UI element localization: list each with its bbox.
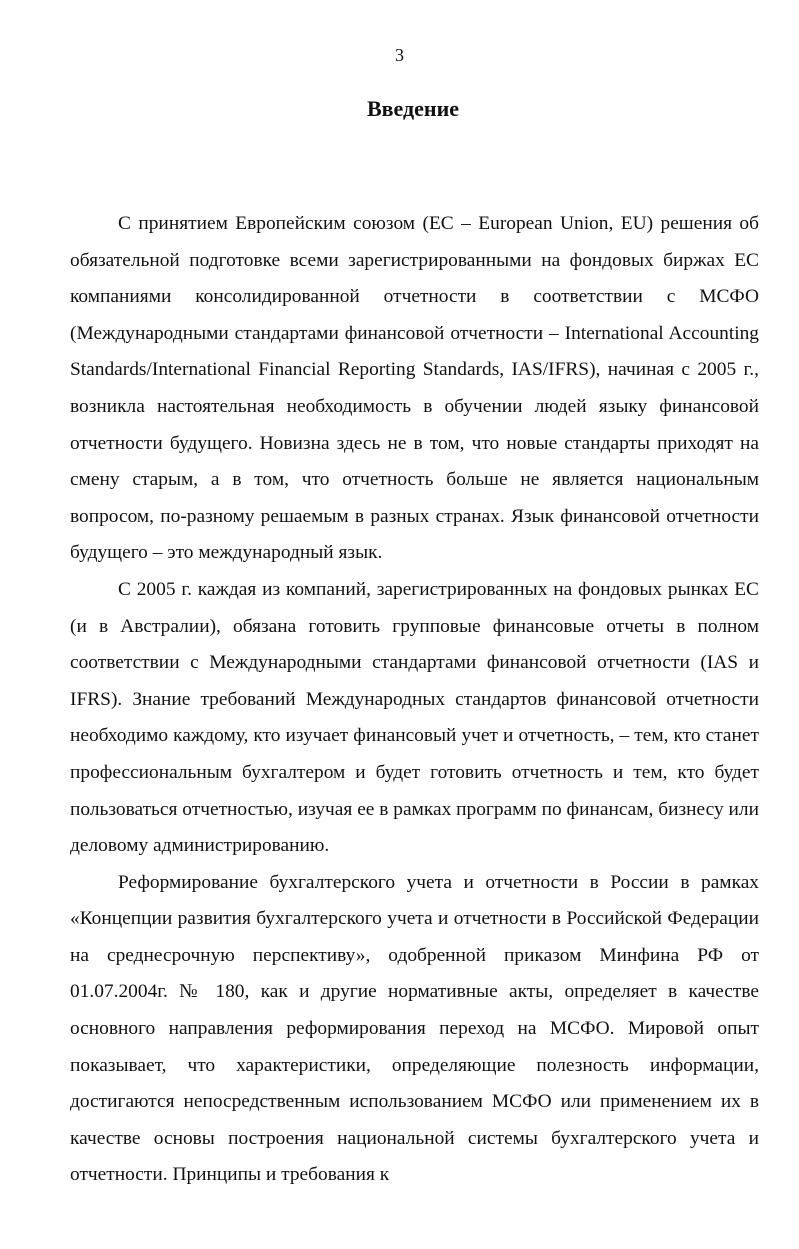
document-body [70, 206, 759, 1194]
paragraph-eu-ifrs-adoption: С принятием Европейским союзом (ЕС – European Union, EU) решения об обязательной подготовке всеми зарегистрированными на фондовых биржах ЕС компаниями консолидированной отчетности в соответствии с МСФО (Международными стандартами финансовой отчетности – International Accounting Standards/International Financial Reporting Standards, IAS/IFRS), начиная с 2005 г., возникла настоятельная необходимость в обучении людей языку финансовой отчетности будущего. Новизна здесь не в том, что новые стандарты приходят на смену старым, а в том, что отчетность больше не является национальным вопросом, по-разному решаемым в разных странах. Язык финансовой отчетности будущего – это международный язык. [70, 213, 759, 564]
page-title: Введение [366, 96, 460, 121]
paragraph-russia-reform: Реформирование бухгалтерского учета и отчетности в России в рамках «Концепции развития бухгалтерского учета и отчетности в Российской Федерации на среднесрочную перспективу», одобренной приказом Минфина РФ от 01.07.2004г. № 180, как и другие нормативные акты, определяет в качестве основного направления реформирования переход на МСФО. Мировой опыт показывает, что характеристики, определяющие полезность информации, достигаются непосредственным использованием МСФО или применением их в качестве основы построения национальной системы бухгалтерского учета и отчетности. Принципы и требования к [70, 871, 759, 1186]
page-number: 3 [395, 45, 404, 65]
paragraph-ifrs-requirements: С 2005 г. каждая из компаний, зарегистрированных на фондовых рынках ЕС (и в Австралии), обязана готовить групповые финансовые отчеты в полном соответствии с Международными стандартами финансовой отчетности (IAS и IFRS). Знание требований Международных стандартов финансовой отчетности необходимо каждому, кто изучает финансовый учет и отчетность, – тем, кто станет профессиональным бухгалтером и будет готовить отчетность и тем, кто будет пользоваться отчетностью, изучая ее в рамках программ по финансам, бизнесу или деловому администрированию. [70, 578, 759, 857]
